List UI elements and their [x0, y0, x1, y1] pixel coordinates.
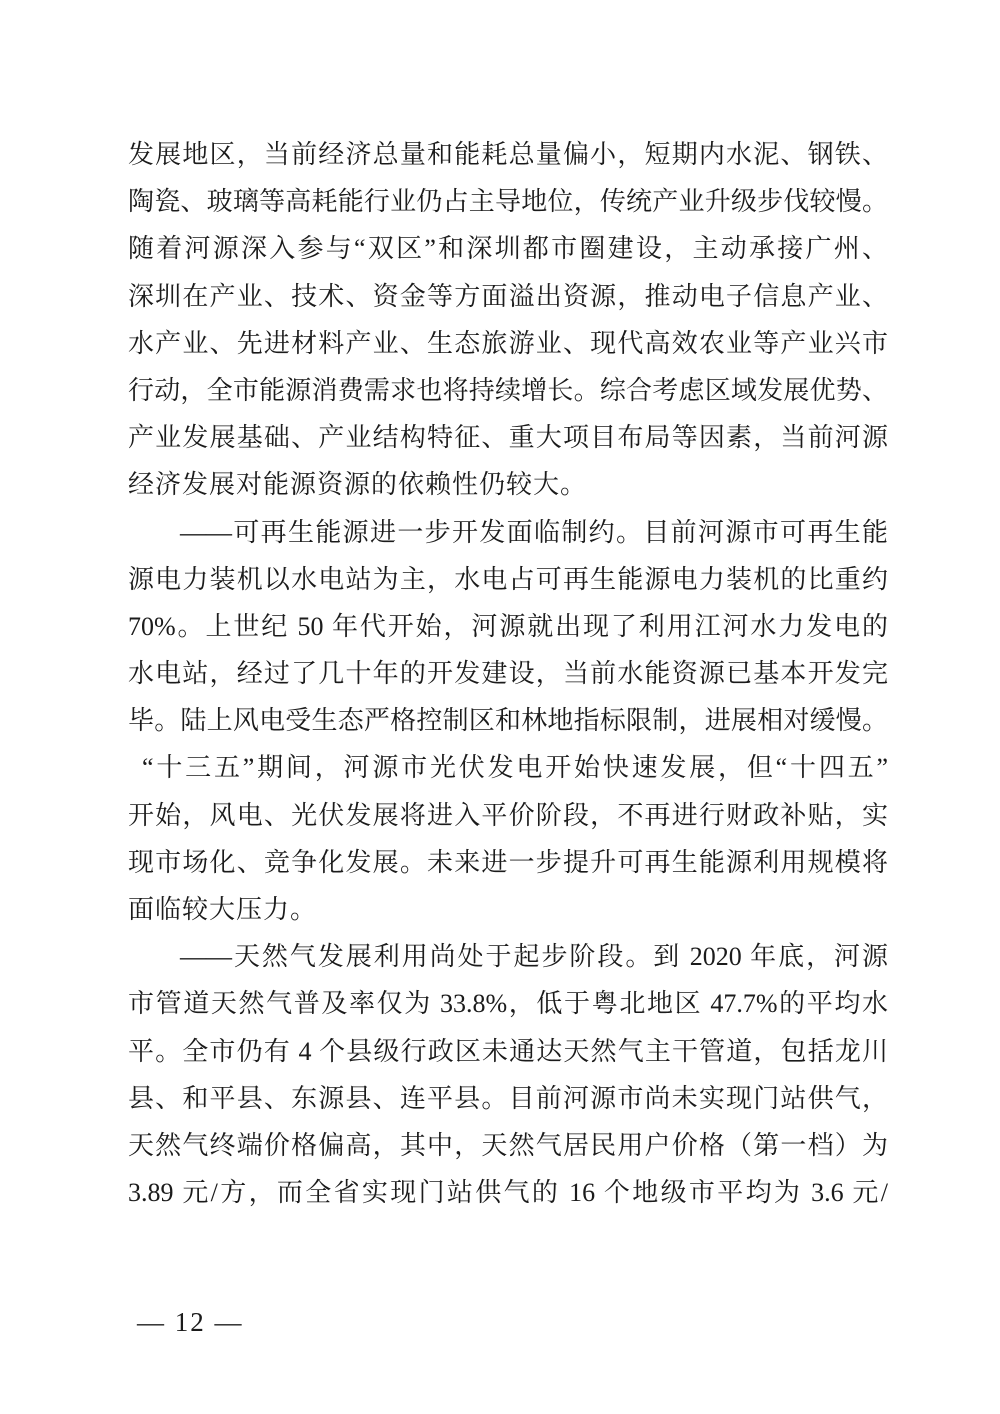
- text-line-9: ——可再生能源进一步开发面临制约。目前河源市可再生能: [180, 517, 888, 547]
- text-line-15: 开始，风电、光伏发展将进入平价阶段，不再进行财政补贴，实: [128, 800, 888, 830]
- text-line-23: 3.89 元/方，而全省实现门站供气的 16 个地级市平均为 3.6 元/: [128, 1178, 888, 1208]
- text-line-4: 深圳在产业、技术、资金等方面溢出资源，推动电子信息产业、: [128, 281, 888, 311]
- text-line-1: 发展地区，当前经济总量和能耗总量偏小，短期内水泥、钢铁、: [128, 140, 888, 169]
- text-line-11: 70%。上世纪 50 年代开始，河源就出现了利用江河水力发电的: [128, 611, 888, 641]
- text-line-6: 行动，全市能源消费需求也将持续增长。综合考虑区域发展优势、: [128, 375, 888, 405]
- text-line-7: 产业发展基础、产业结构特征、重大项目布局等因素，当前河源: [128, 423, 888, 453]
- text-line-21: 县、和平县、东源县、连平县。目前河源市尚未实现门站供气，: [128, 1083, 888, 1113]
- text-line-10: 源电力装机以水电站为主，水电占可再生能源电力装机的比重约: [128, 564, 888, 594]
- text-line-22: 天然气终端价格偏高，其中，天然气居民用户价格（第一档）为: [128, 1130, 888, 1160]
- text-line-20: 平。全市仍有 4 个县级行政区未通达天然气主干管道，包括龙川: [128, 1036, 888, 1066]
- text-line-17: 面临较大压力。: [128, 895, 318, 924]
- page-number: — 12 —: [137, 1307, 244, 1337]
- text-line-19: 市管道天然气普及率仅为 33.8%，低于粤北地区 47.7%的平均水: [128, 989, 888, 1019]
- text-line-13: 毕。陆上风电受生态严格控制区和林地指标限制，进展相对缓慢。: [128, 706, 888, 736]
- text-line-16: 现市场化、竞争化发展。未来进一步提升可再生能源利用规模将: [128, 847, 888, 877]
- body-text: [128, 131, 888, 1216]
- text-line-5: 水产业、先进材料产业、生态旅游业、现代高效农业等产业兴市: [128, 328, 888, 358]
- text-line-12: 水电站，经过了几十年的开发建设，当前水能资源已基本开发完: [128, 659, 888, 689]
- text-line-8: 经济发展对能源资源的依赖性仍较大。: [128, 470, 588, 500]
- text-line-18: ——天然气发展利用尚处于起步阶段。到 2020 年底，河源: [180, 942, 888, 972]
- text-line-3: 随着河源深入参与“双区”和深圳都市圈建设，主动承接广州、: [128, 234, 888, 264]
- text-line-2: 陶瓷、玻璃等高耗能行业仍占主导地位，传统产业升级步伐较慢。: [128, 187, 888, 217]
- text-line-14: “十三五”期间，河源市光伏发电开始快速发展，但“十四五”: [142, 753, 888, 783]
